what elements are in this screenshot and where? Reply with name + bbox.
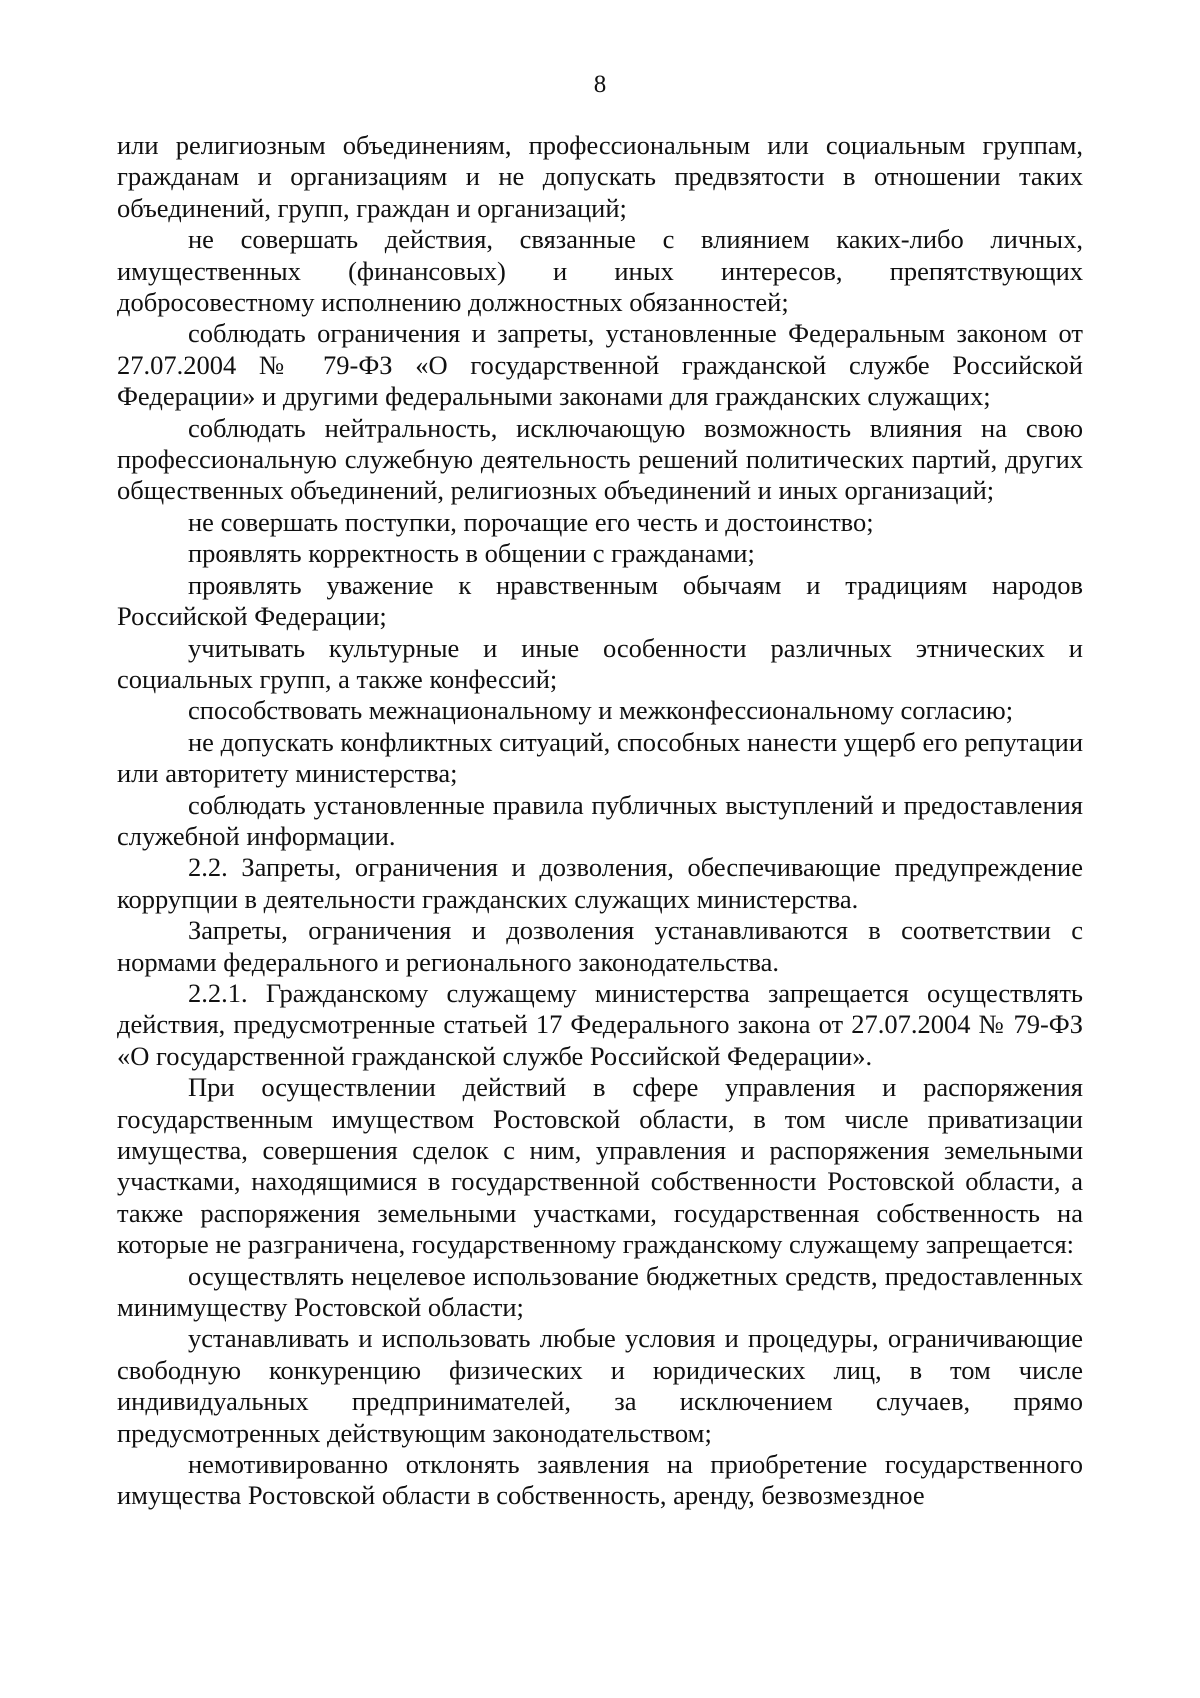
paragraph: устанавливать и использовать любые условия и процедуры, ограничивающие свободную конкуренцию физических и юридических лиц, в том числе индивидуальных предпринимателей, за исключением случаев, прямо предусмотренных действующим законодательством; <box>117 1323 1083 1448</box>
paragraph: проявлять уважение к нравственным обычаям и традициям народов Российской Федерации; <box>117 569 1083 632</box>
paragraph: соблюдать нейтральность, исключающую возможность влияния на свою профессиональную служебную деятельность решений политических партий, других общественных объединений, религиозных объединений и иных организаций; <box>117 412 1083 506</box>
paragraph: проявлять корректность в общении с гражданами; <box>188 538 755 569</box>
section-heading-paragraph: 2.2. Запреты, ограничения и дозволения, обеспечивающие предупреждение коррупции в деятельности гражданских служащих министерства. <box>117 852 1083 914</box>
subsection-paragraph: 2.2.1. Гражданскому служащему министерства запрещается осуществлять действия, предусмотренные статьей 17 Федерального закона от 27.07.2004 № 79-ФЗ «О государственной гражданской службе Российской Федерации». <box>117 977 1083 1071</box>
paragraph: не допускать конфликтных ситуаций, способных нанести ущерб его репутации или авторитету министерства; <box>117 726 1083 789</box>
page-number: 8 <box>593 71 607 98</box>
paragraph: соблюдать установленные правила публичных выступлений и предоставления служебной информации. <box>117 789 1083 851</box>
paragraph: способствовать межнациональному и межконфессиональному согласию; <box>188 695 1014 726</box>
paragraph: не совершать поступки, порочащие его честь и достоинство; <box>188 506 874 537</box>
paragraph: не совершать действия, связанные с влиянием каких-либо личных, имущественных (финансовых) и иных интересов, препятствующих добросовестному исполнению должностных обязанностей; <box>117 224 1083 318</box>
paragraph: осуществлять нецелевое использование бюджетных средств, предоставленных минимуществу Ростовской области; <box>117 1260 1083 1323</box>
paragraph: немотивированно отклонять заявления на приобретение государственного имущества Ростовской области в собственность, аренду, безвозмездное <box>117 1449 1083 1511</box>
paragraph: При осуществлении действий в сфере управления и распоряжения государственным имуществом Ростовской области, в том числе приватизации имущества, совершения сделок с ним, управления и распоряжения земельными участками, находящимися в государственной собственности Ростовской области, а также распоряжения земельными участками, государственная собственность на которые не разграничена, государственному гражданскому служащему запрещается: <box>117 1072 1083 1260</box>
paragraph: Запреты, ограничения и дозволения устанавливаются в соответствии с нормами федерального и регионального законодательства. <box>117 915 1083 977</box>
document-body <box>117 130 1083 1512</box>
paragraph: учитывать культурные и иные особенности различных этнических и социальных групп, а также конфессий; <box>117 632 1083 694</box>
paragraph: соблюдать ограничения и запреты, установленные Федеральным законом от 27.07.2004 № 79-ФЗ «О государственной гражданской службе Российской Федерации» и другими федеральными законами для гражданских служащих; <box>117 318 1083 412</box>
paragraph: или религиозным объединениям, профессиональным или социальным группам, гражданам и организациям и не допускать предвзятости в отношении таких объединений, групп, граждан и организаций; <box>117 130 1083 223</box>
